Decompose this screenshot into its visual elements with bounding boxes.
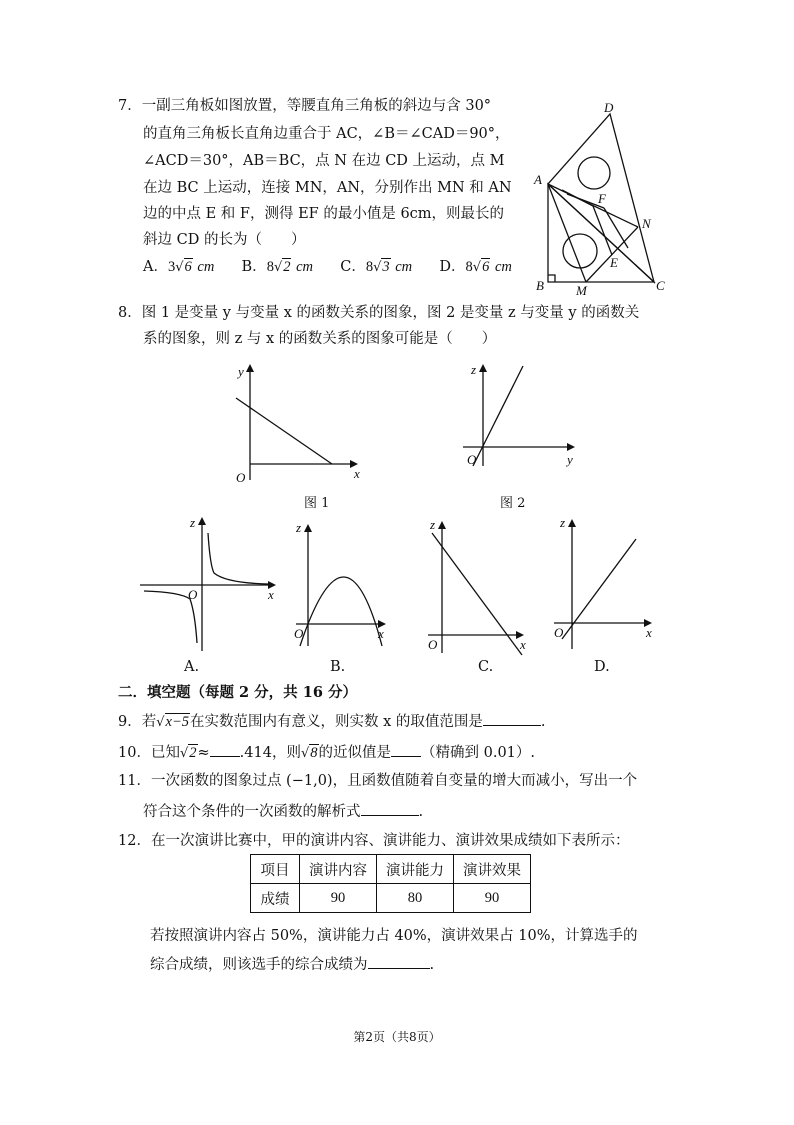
label-m: M (576, 283, 587, 298)
c-x-label: x (520, 637, 526, 652)
q11-answer-blank[interactable] (361, 801, 419, 816)
a-x-label: x (268, 587, 274, 602)
q7-option-c[interactable]: C．8√3 cm (340, 259, 413, 275)
q8-option-a-graph[interactable] (140, 513, 282, 653)
fig1-x-label: x (354, 466, 360, 481)
q10-blank-2[interactable] (391, 742, 421, 757)
table-header-row (251, 855, 531, 884)
b-z-label: z (296, 520, 302, 535)
question-11-line-2: 符合这个条件的一次函数的解析式 . (143, 801, 423, 822)
b-x-label: x (378, 626, 384, 641)
fig2-z-label: z (471, 362, 477, 377)
q7-option-a[interactable]: A．3√6 cm (143, 259, 215, 275)
b-origin: O (294, 626, 304, 641)
fig1-caption: 图 1 (304, 496, 330, 511)
d-x-label: x (646, 625, 652, 640)
fig1-graph (228, 362, 368, 487)
label-e: E (610, 255, 618, 270)
q7-option-d[interactable]: D．8√6 cm (439, 259, 512, 275)
q8-option-c-label[interactable]: C. (478, 659, 494, 675)
q8-option-a-label[interactable]: A. (184, 659, 200, 675)
q7-line-5: 边的中点 E 和 F，测得 EF 的最小值是 6cm，则最长的 (143, 206, 505, 222)
table-header: 演讲内容 (300, 855, 377, 884)
q7-line-3: ∠ACD＝30°，AB＝BC，点 N 在边 CD 上运动，点 M (143, 153, 505, 169)
table-cell: 90 (454, 884, 531, 913)
fig1-y-label: y (238, 364, 244, 379)
question-12-line-2: 若按照演讲内容占 50%，演讲能力占 40%，演讲效果占 10%，计算选手的 (150, 928, 638, 944)
fig2-graph (455, 362, 585, 470)
q8-line-1: 图 1 是变量 y 与变量 x 的函数关系的图象，图 2 是变量 z 与变量 y 的函数关 (141, 305, 640, 321)
table-header: 演讲能力 (377, 855, 454, 884)
table-cell: 90 (300, 884, 377, 913)
q7-option-b[interactable]: B．8√2 cm (241, 259, 314, 275)
d-z-label: z (560, 515, 566, 530)
q7-line-1: 一副三角板如图放置，等腰直角三角板的斜边与含 30° (141, 98, 492, 114)
question-11-line-1: 11．一次函数的图象过点 (−1,0)，且函数值随着自变量的增大而减小，写出一个 (118, 773, 638, 789)
fig1-origin: O (236, 470, 246, 485)
label-d: D (604, 100, 614, 115)
q8-line-2: 系的图象，则 z 与 x 的函数关系的图象可能是（ ） (143, 331, 497, 347)
q7-number: 7． (118, 98, 142, 114)
c-origin: O (428, 637, 438, 652)
q8-option-c-graph[interactable] (420, 513, 530, 658)
label-a: A (534, 172, 542, 187)
a-origin: O (188, 587, 198, 602)
page-footer: 第2页（共8页） (353, 1030, 441, 1044)
a-z-label: z (190, 515, 196, 530)
question-10: 10．已知√2≈ .414，则√8的近似值是 （精确到 0.01）. (118, 742, 535, 764)
label-n: N (642, 216, 651, 231)
section-2-title: 二．填空题（每题 2 分，共 16 分） (118, 684, 357, 701)
q8-option-b-label[interactable]: B. (330, 659, 346, 675)
q8-number: 8． (118, 305, 142, 321)
q7-figure (528, 96, 678, 302)
q10-blank-1[interactable] (210, 742, 240, 757)
table-row (251, 884, 531, 913)
fig2-y-label: y (567, 452, 573, 467)
score-table (250, 854, 531, 913)
d-origin: O (554, 625, 564, 640)
c-z-label: z (430, 517, 436, 532)
question-12-line-3: 综合成绩，则该选手的综合成绩为 . (150, 954, 434, 975)
fig2-origin: O (467, 452, 477, 467)
question-9: 9．若√x−5在实数范围内有意义，则实数 x 的取值范围是 . (118, 711, 546, 733)
q7-line-6: 斜边 CD 的长为（ ） (143, 232, 306, 248)
q8-option-d-label[interactable]: D. (594, 659, 610, 675)
q12-answer-blank[interactable] (368, 954, 430, 969)
table-header: 演讲效果 (454, 855, 531, 884)
q7-options (143, 257, 512, 278)
table-cell: 80 (377, 884, 454, 913)
question-12-line-1: 12．在一次演讲比赛中，甲的演讲内容、演讲能力、演讲效果成绩如下表所示： (118, 833, 630, 849)
label-c: C (656, 278, 665, 293)
fig2-caption: 图 2 (500, 496, 526, 511)
q9-answer-blank[interactable] (483, 711, 541, 726)
q8-option-d-graph[interactable] (548, 513, 658, 653)
table-cell: 成绩 (251, 884, 300, 913)
q7-line-2: 的直角三角板长直角边重合于 AC，∠B＝∠CAD＝90°， (143, 126, 510, 142)
table-header: 项目 (251, 855, 300, 884)
label-b: B (536, 278, 544, 293)
q8-option-b-graph[interactable] (290, 518, 390, 648)
q7-line-4: 在边 BC 上运动，连接 MN，AN，分别作出 MN 和 AN (143, 180, 512, 196)
label-f: F (598, 191, 606, 206)
